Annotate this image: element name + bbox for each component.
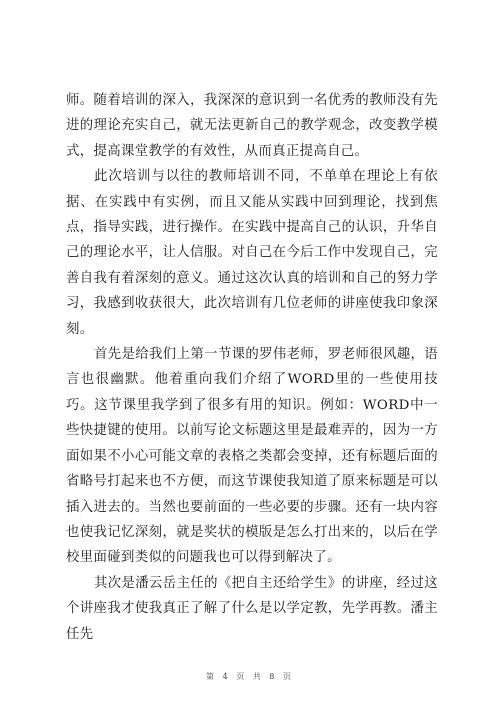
paragraph-3: 首先是给我们上第一节课的罗伟老师，罗老师很风趣，语言也很幽默。他着重向我们介绍了WORD里的一些使用技巧。这节课里我学到了很多有用的知识。例如：WORD中一些快捷键的使用。以前写论文标题这里是最难弄的，因为一方面如果不小心可能文章的表格之类都会变掉，还有标题后面的省略号打起来也不方便，而这节课使我知道了原来标题是可以插入进去的。当然也要前面的一些必要的步骤。还有一块内容也使我记忆深刻，就是奖状的模版是怎么打出来的，以后在学校里面碰到类似的问题我也可以得到解决了。 (66, 347, 438, 566)
page-number-footer: 第 4 页 共 8 页 (206, 672, 294, 681)
paragraph-2: 此次培训与以往的教师培训不同，不单单在理论上有依据、在实践中有实例，而且又能从实践中回到理论，找到焦点，指导实践，进行操作。在实践中提高自己的认识，升华自己的理论水平，让人信服。对自己在今后工作中发现自己，完善自我有着深刻的意义。通过这次认真的培训和自己的努力学习，我感到收获很大，此次培训有几位老师的讲座使我印象深刻。 (66, 169, 438, 337)
paragraph-1: 师。随着培训的深入，我深深的意识到一名优秀的教师没有先进的理论充实自己，就无法更新自己的教学观念，改变教学模式，提高课堂教学的有效性，从而真正提高自己。 (66, 93, 438, 159)
paragraph-4: 其次是潘云岳主任的《把自主还给学生》的讲座，经过这个讲座我才使我真正了解了什么是以学定教，先学再教。潘主任先 (66, 575, 438, 642)
document-body (66, 88, 438, 647)
